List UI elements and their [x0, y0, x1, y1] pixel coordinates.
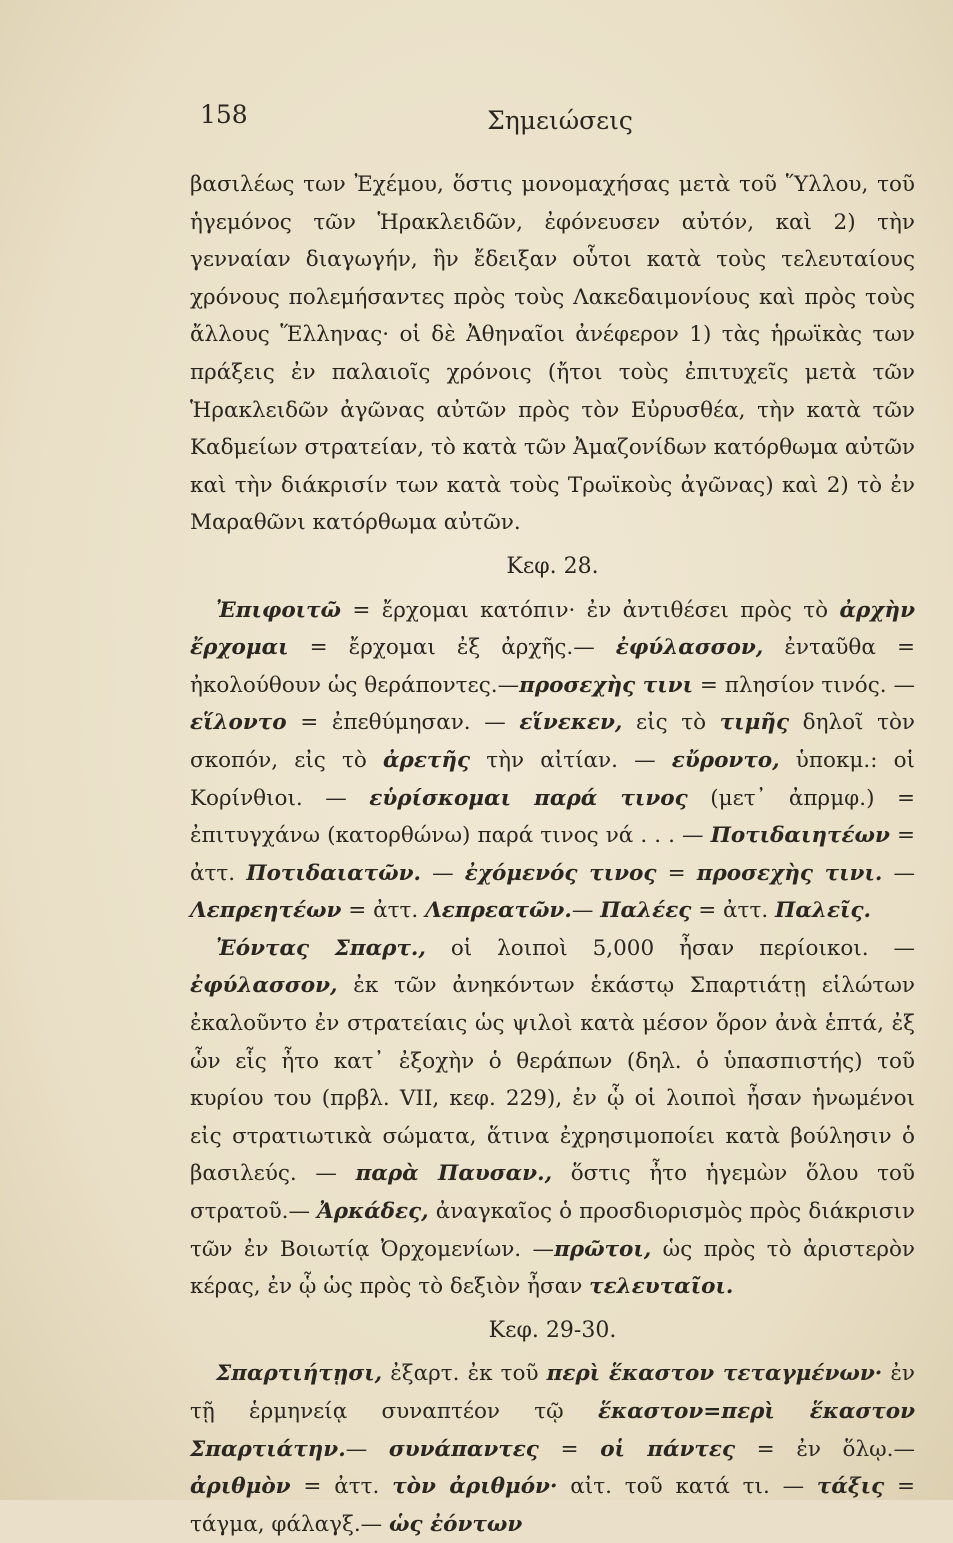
term: εὔροντο,: [671, 747, 780, 773]
term: ἀρετῆς: [382, 747, 471, 773]
term: Ἐόντας Σπαρτ.,: [216, 935, 426, 961]
text-span: —: [345, 1436, 389, 1462]
term: ἕκαστον=περὶ ἕκαστον Σπαρτιάτην.: [190, 1399, 915, 1462]
term: οἱ πάντες: [600, 1436, 736, 1462]
running-title: Σημειώσεις: [487, 106, 633, 135]
chapter-heading-29-30: Κεφ. 29-30.: [488, 1317, 617, 1343]
text-span: =: [538, 1436, 601, 1462]
term: ἐφύλασσον,: [190, 973, 338, 999]
text-span: αἰτ. τοῦ κατά τι. —: [557, 1474, 817, 1500]
paragraph-3: [190, 930, 915, 1306]
body-text: [190, 166, 915, 1543]
text-span: ἐξαρτ. ἐκ τοῦ: [382, 1361, 547, 1387]
chapter-heading-28: Κεφ. 28.: [506, 553, 599, 579]
term: Λεπρεατῶν.: [425, 898, 572, 924]
text-span: ἐνταῦθα = ἠκολούθουν ὡς θεράποντες.—: [190, 635, 915, 698]
term: προσεχὴς τινι: [519, 672, 693, 698]
term: Ποτιδαιατῶν.: [246, 860, 421, 886]
term: εἵλοντο: [190, 710, 287, 736]
text-span: βασιλέως των Ἐχέμου, ὅστις μονομαχήσας μετὰ τοῦ Ὕλλου, τοῦ ἡγεμόνος τῶν Ἡρακλειδῶν, ἐφόνευσεν αὐτόν, καὶ 2) τὴν γενναίαν διαγωγήν, ἣν ἔδειξαν οὗτοι κατὰ τοὺς τελευταίους χρόνους πολεμήσαντες πρὸς τοὺς Λακεδαιμονίους καὶ πρὸς τοὺς ἄλλους Ἕλληνας· οἱ δὲ Ἀθηναῖοι ἀνέφερον 1) τὰς ἡρωϊκὰς των πράξεις ἐν παλαιοῖς χρόνοις (ἤτοι τοὺς ἐπιτυχεῖς μετὰ τῶν Ἡρακλειδῶν ἀγῶνας αὐτῶν πρὸς τὸν Εὐρυσθέα, τὴν κατὰ τῶν Καδμείων στρατείαν, τὸ κατὰ τῶν Ἀμαζονίδων κατόρθωμα αὐτῶν καὶ τὴν διάκρισίν των κατὰ τοὺς Τρωϊκοὺς ἀγῶνας) καὶ 2) τὸ ἐν Μαραθῶνι κατόρθωμα αὐτῶν.: [190, 172, 915, 536]
text-span: = ἔρχομαι ἐξ ἀρχῆς.—: [288, 635, 616, 661]
term: Ποτιδαιητέων: [710, 823, 890, 849]
text-span: ἐν τῇ ἑρμηνείᾳ συναπτέον τῷ: [190, 1361, 915, 1424]
text-span: ἐκ τῶν ἀνηκόντων ἑκάστῳ Σπαρτιάτῃ εἱλώτων ἐκαλοῦντο ἐν στρατείαις ὡς ψιλοὶ κατὰ μέσον ὅρον ἀνὰ ἑπτά, ἐξ ὧν εἷς ἦτο κατ᾽ ἐξοχὴν ὁ θεράπων (δηλ. ὁ ὑπασπιστής) τοῦ κυρίου του (πρβλ. VII, κεφ. 229), ἐν ᾧ οἱ λοιποὶ ἦσαν ἡνωμένοι εἰς στρατιωτικὰ σώματα, ἅτινα ἐχρησιμοποίει κατὰ βούλησιν ὁ βασιλεύς. —: [190, 973, 915, 1187]
term: εὑρίσκομαι παρά τινος: [369, 785, 688, 811]
term: ἐχόμενός τινος: [464, 860, 657, 886]
text-span: ὑποκμ.: οἱ Κορίνθιοι. —: [190, 747, 915, 811]
term: προσεχὴς τινι.: [696, 860, 883, 886]
page-number: 158: [200, 100, 248, 129]
term: Παλέες: [600, 898, 692, 924]
text-span: ὅστις ἦτο ἡγεμὼν ὅλου τοῦ στρατοῦ.—: [190, 1161, 915, 1225]
text-span: = τάγμα, φάλαγξ.—: [190, 1474, 915, 1537]
text-span: ἀναγκαῖος ὁ προσδιορισμὸς πρὸς διάκρισιν τῶν ἐν Βοιωτίᾳ Ὀρχομενίων. —: [190, 1199, 915, 1262]
term: Σπαρτιήτῃσι,: [216, 1361, 383, 1387]
term: τιμῆς: [719, 710, 790, 736]
text-span: = ἔρχομαι κατόπιν· ἐν ἀντιθέσει πρὸς τὸ: [341, 597, 840, 623]
text-span: τὴν αἰτίαν. —: [470, 747, 672, 773]
term: περὶ ἕκαστον τεταγμένων·: [546, 1361, 883, 1387]
term: πρῶτοι,: [554, 1236, 652, 1262]
term: Ἀρκάδες,: [317, 1199, 429, 1225]
text-span: —: [571, 898, 601, 924]
term: παρὰ Παυσαν.,: [355, 1161, 553, 1187]
text-span: = ἐπεθύμησαν. —: [286, 710, 520, 736]
text-span: (μετ᾽ ἀπρμφ.) = ἐπιτυγχάνω (κατορθώνω) παρά τινος νά . . . —: [190, 785, 915, 849]
term: Λεπρεητέων: [190, 898, 342, 924]
term: τελευταῖοι.: [589, 1274, 734, 1300]
paragraph-1: [190, 166, 915, 542]
paragraph-4: [190, 1355, 915, 1543]
term: ἀρχὴν ἔρχομαι: [190, 597, 915, 661]
text-span: —: [882, 860, 916, 886]
term: Ἐπιφοιτῶ: [216, 597, 342, 623]
text-span: =: [656, 860, 697, 886]
term: Παλεῖς.: [775, 898, 872, 924]
term: ἀριθμὸν: [190, 1474, 291, 1500]
text-span: = ἀττ.: [341, 898, 426, 924]
term: τάξις: [816, 1474, 885, 1500]
term: τὸν ἀριθμόν·: [392, 1474, 558, 1500]
text-span: = ἀττ.: [290, 1474, 393, 1500]
text-span: = πλησίον τινός. —: [692, 672, 915, 698]
text-span: ὡς πρὸς τὸ ἀριστερὸν κέρας, ἐν ᾧ ὡς πρὸς τὸ δεξιὸν ἦσαν: [190, 1236, 915, 1300]
text-span: = ἀττ.: [691, 898, 776, 924]
text-span: = ἀττ.: [190, 823, 915, 886]
term: συνάπαντες: [388, 1436, 539, 1462]
text-span: = ἐν ὅλῳ.—: [735, 1436, 915, 1462]
text-span: οἱ λοιποὶ 5,000 ἦσαν περίοικοι. —: [425, 935, 915, 961]
page-header: [200, 100, 920, 140]
text-span: —: [420, 860, 465, 886]
text-span: εἰς τὸ: [622, 710, 720, 736]
term: ἐφύλασσον,: [615, 635, 764, 661]
term: ὡς ἐόντων: [389, 1511, 523, 1537]
text-span: δηλοῖ τὸν σκοπόν, εἰς τὸ: [190, 710, 915, 773]
term: εἵνεκεν,: [519, 710, 623, 736]
paragraph-2: [190, 592, 915, 930]
